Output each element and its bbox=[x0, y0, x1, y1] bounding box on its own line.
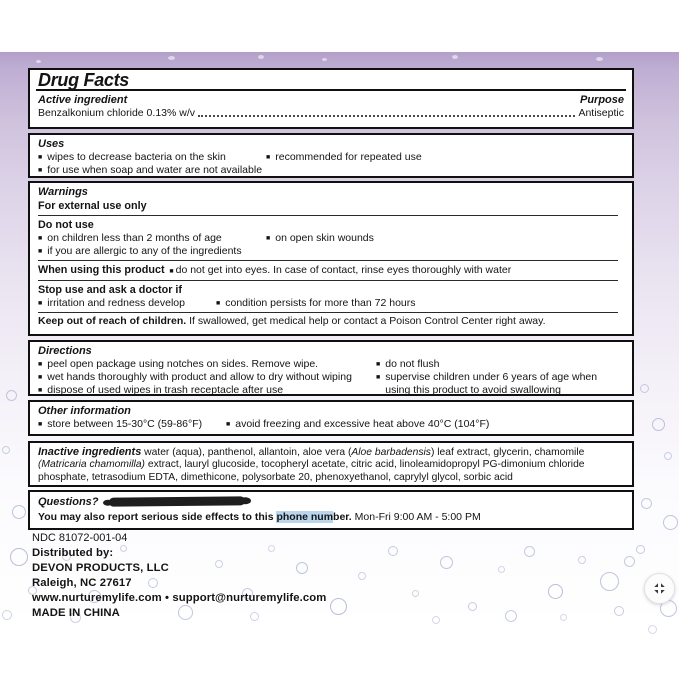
divider bbox=[38, 215, 618, 216]
other-information-heading: Other information bbox=[38, 405, 131, 417]
bullet-item bbox=[38, 232, 266, 245]
inactive-italic2: (Matricaria chamomilla) bbox=[38, 459, 145, 471]
divider bbox=[38, 260, 618, 261]
side-effects-post: ber. bbox=[333, 511, 352, 523]
directions-section bbox=[28, 340, 634, 396]
droplet-decoration bbox=[452, 55, 458, 59]
bullet-square-icon: ■ bbox=[38, 167, 43, 174]
inactive-italic1: Aloe barbadensis bbox=[351, 447, 431, 458]
bullet-text: condition persists for more than 72 hours bbox=[225, 297, 416, 309]
uses-heading: Uses bbox=[38, 138, 65, 150]
warnings-section bbox=[28, 181, 634, 336]
keep-out-rest: If swallowed, get medical help or contact a Poison Control Center right away. bbox=[186, 315, 546, 327]
bullet-item bbox=[38, 245, 266, 258]
bubble-decoration bbox=[412, 590, 419, 597]
droplet-decoration bbox=[596, 57, 603, 61]
bullet-text: avoid freezing and excessive heat above 40°C (104°F) bbox=[235, 418, 490, 430]
inactive-seg2: ) leaf extract, glycerin, chamomile bbox=[430, 447, 585, 458]
bubble-decoration bbox=[440, 556, 453, 569]
bubble-decoration bbox=[498, 566, 505, 573]
dotted-leader bbox=[198, 114, 575, 117]
bubble-decoration bbox=[614, 606, 624, 616]
bubble-decoration bbox=[624, 556, 635, 567]
external-use-text: For external use only bbox=[38, 200, 147, 212]
bullet-item bbox=[38, 358, 376, 371]
keep-out-bold: Keep out of reach of children. bbox=[38, 315, 187, 327]
bullet-square-icon: ■ bbox=[38, 235, 43, 242]
bubble-decoration bbox=[358, 572, 366, 580]
side-effects-pre: You may also report serious side effects to this bbox=[38, 511, 277, 523]
bubble-decoration bbox=[2, 446, 10, 454]
uses-col2 bbox=[266, 151, 624, 177]
inactive-ingredients-section bbox=[28, 441, 634, 487]
bullet-item bbox=[38, 384, 376, 397]
do-not-use-heading: Do not use bbox=[38, 219, 94, 231]
bubble-decoration bbox=[12, 505, 26, 519]
divider bbox=[38, 312, 618, 313]
bubble-decoration bbox=[640, 384, 649, 393]
bullet-text: store between 15-30°C (59-86°F) bbox=[47, 418, 203, 430]
bullet-square-icon: ■ bbox=[266, 235, 271, 242]
bullet-text: wet hands thoroughly with product and allow to dry without wiping bbox=[47, 371, 352, 383]
bullet-item bbox=[376, 358, 624, 371]
bullet-text: irritation and redness develop bbox=[47, 297, 185, 309]
bullet-item bbox=[266, 151, 624, 164]
email-text: support@nurturemylife.com bbox=[172, 592, 327, 604]
purpose-value: Antiseptic bbox=[578, 107, 624, 119]
bullet-item bbox=[266, 232, 624, 245]
bullet-item bbox=[38, 418, 226, 431]
bullet-square-icon: ■ bbox=[226, 421, 231, 428]
website-text: www.nurturemylife.com bbox=[32, 592, 162, 604]
do-not-use-col2 bbox=[266, 232, 624, 258]
when-using-line bbox=[38, 263, 624, 278]
bullet-item bbox=[216, 297, 624, 310]
directions-heading: Directions bbox=[38, 345, 92, 357]
questions-heading: Questions? bbox=[38, 496, 99, 508]
bubble-decoration bbox=[636, 545, 645, 554]
inactive-ingredients-heading: Inactive ingredients bbox=[38, 446, 142, 458]
inactive-seg1: water (aqua), panthenol, allantoin, aloe vera ( bbox=[141, 447, 352, 458]
bullet-square-icon: ■ bbox=[167, 268, 176, 275]
bullet-text: on children less than 2 months of age bbox=[47, 232, 222, 244]
questions-section bbox=[28, 490, 634, 530]
bullet-item bbox=[38, 297, 216, 310]
bubble-decoration bbox=[330, 598, 347, 615]
bullet-square-icon: ■ bbox=[38, 387, 43, 394]
bubble-decoration bbox=[505, 610, 517, 622]
uses-col1 bbox=[38, 151, 266, 177]
inactive-seg3: extract, lauryl glucoside, tocopheryl acetate, citric acid, linoleamidopropyl PG-dimonium chloride phosphate, tetrasodium EDTA, dimethicone, polysorbate 20, phenoxyethanol, caprylyl glycol, sorbic acid bbox=[38, 459, 585, 483]
active-ingredient-heading: Active ingredient bbox=[38, 94, 128, 106]
droplet-decoration bbox=[258, 55, 264, 59]
side-effects-highlight: phone num bbox=[276, 511, 334, 523]
manufacturer-block bbox=[32, 531, 326, 621]
ndc-number: NDC 81072-001-04 bbox=[32, 532, 128, 544]
bullet-square-icon: ■ bbox=[376, 361, 381, 368]
bullet-square-icon: ■ bbox=[38, 300, 43, 307]
bullet-square-icon: ■ bbox=[38, 248, 43, 255]
stop-use-heading: Stop use and ask a doctor if bbox=[38, 284, 182, 296]
bullet-text: for use when soap and water are not available bbox=[47, 164, 263, 176]
redacted-phone-scribble bbox=[109, 496, 245, 506]
distributed-by-label: Distributed by: bbox=[32, 547, 114, 559]
made-in-text: MADE IN CHINA bbox=[32, 607, 120, 619]
bullet-text: if you are allergic to any of the ingredients bbox=[47, 245, 242, 257]
bubble-decoration bbox=[664, 452, 672, 460]
bullet-text: on open skin wounds bbox=[275, 232, 374, 244]
bullet-text: wipes to decrease bacteria on the skin bbox=[47, 151, 226, 163]
bubble-decoration bbox=[2, 610, 12, 620]
bullet-text: recommended for repeated use bbox=[275, 151, 422, 163]
bubble-decoration bbox=[10, 548, 28, 566]
bubble-decoration bbox=[388, 546, 398, 556]
bubble-decoration bbox=[548, 584, 563, 599]
bubble-decoration bbox=[468, 602, 477, 611]
directions-col2 bbox=[376, 358, 624, 397]
bubble-decoration bbox=[432, 616, 440, 624]
company-name: DEVON PRODUCTS, LLC bbox=[32, 562, 169, 574]
bullet-square-icon: ■ bbox=[266, 154, 271, 161]
when-using-heading: When using this product bbox=[38, 264, 165, 276]
bullet-text: supervise children under 6 years of age when using this product to avoid swallowing bbox=[385, 371, 598, 396]
contact-line bbox=[32, 591, 326, 606]
stop-use-col1 bbox=[38, 297, 216, 310]
other-information-section bbox=[28, 400, 634, 436]
directions-col1 bbox=[38, 358, 376, 397]
image-pan-zoom-button[interactable] bbox=[644, 573, 675, 604]
bubble-decoration bbox=[560, 614, 567, 621]
bullet-text: peel open package using notches on sides. Remove wipe. bbox=[47, 358, 319, 370]
bullet-item bbox=[376, 371, 624, 397]
purpose-heading: Purpose bbox=[579, 94, 624, 106]
droplet-decoration bbox=[322, 58, 327, 61]
bubble-decoration bbox=[652, 418, 665, 431]
warnings-heading: Warnings bbox=[38, 186, 88, 198]
bullet-square-icon: ■ bbox=[38, 421, 43, 428]
keep-out-line bbox=[38, 315, 624, 328]
bubble-decoration bbox=[524, 546, 535, 557]
bullet-square-icon: ■ bbox=[38, 374, 43, 381]
other-info-col2 bbox=[226, 418, 624, 431]
uses-section bbox=[28, 133, 634, 178]
droplet-decoration bbox=[36, 60, 41, 63]
drug-facts-title: Drug Facts bbox=[36, 72, 626, 91]
bubble-decoration bbox=[663, 515, 678, 530]
stop-use-col2 bbox=[216, 297, 624, 310]
company-address: Raleigh, NC 27617 bbox=[32, 577, 132, 589]
do-not-use-col1 bbox=[38, 232, 266, 258]
bubble-decoration bbox=[648, 625, 657, 634]
pan-arrows-icon bbox=[652, 581, 667, 596]
bubble-decoration bbox=[641, 498, 652, 509]
bullet-text: do not flush bbox=[385, 358, 440, 370]
bullet-item bbox=[38, 371, 376, 384]
bullet-square-icon: ■ bbox=[38, 361, 43, 368]
bullet-square-icon: ■ bbox=[376, 374, 381, 381]
bubble-decoration bbox=[6, 390, 17, 401]
side-effects-line bbox=[38, 511, 624, 524]
drug-facts-title-section bbox=[28, 68, 634, 129]
bullet-text: dispose of used wipes in trash receptacle after use bbox=[47, 384, 284, 396]
dot-separator: • bbox=[165, 592, 170, 604]
other-info-col1 bbox=[38, 418, 226, 431]
when-using-text: do not get into eyes. In case of contact, rinse eyes thoroughly with water bbox=[175, 264, 512, 276]
hours-text: Mon-Fri 9:00 AM - 5:00 PM bbox=[351, 511, 481, 523]
bullet-item bbox=[38, 151, 266, 164]
bullet-square-icon: ■ bbox=[216, 300, 221, 307]
droplet-decoration bbox=[168, 56, 175, 60]
bullet-square-icon: ■ bbox=[38, 154, 43, 161]
divider bbox=[38, 280, 618, 281]
bubble-decoration bbox=[600, 572, 619, 591]
bullet-item bbox=[226, 418, 624, 431]
bullet-item bbox=[38, 164, 266, 177]
bubble-decoration bbox=[578, 556, 586, 564]
active-ingredient-name: Benzalkonium chloride 0.13% w/v bbox=[38, 107, 195, 119]
